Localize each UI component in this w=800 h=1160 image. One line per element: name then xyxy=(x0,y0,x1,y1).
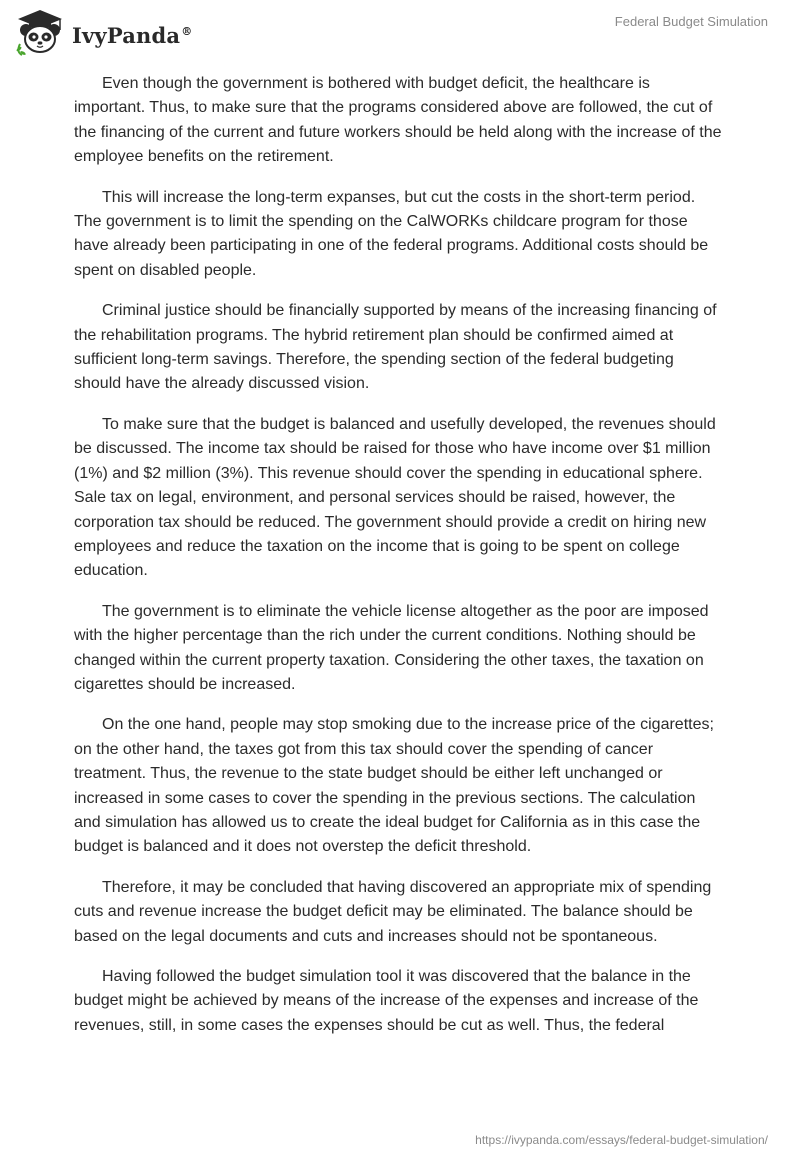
paragraph-3: Criminal justice should be financially supported by means of the increasing financing of the rehabilitation programs. The hybrid retirement plan should be confirmed aimed at sufficient long-term savings. Therefore, the spending section of the federal budgeting should have the already discussed vision. xyxy=(74,302,717,393)
paragraph-7: Therefore, it may be concluded that having discovered an appropriate mix of spending cuts and revenue increase the budget deficit may be eliminated. The balance should be based on the legal documents and cuts and increases should not be spontaneous. xyxy=(74,878,712,945)
page-header xyxy=(0,0,800,62)
paragraph-4: To make sure that the budget is balanced and usefully developed, the revenues should be discussed. The income tax should be raised for those who have income over $1 million (1%) and $2 million (3%). This revenue should cover the spending in educational sphere. Sale tax on legal, environment, and personal services should be raised, however, the corporation tax should be reduced. The government should provide a credit on hiring new employees and reduce the taxation on the income that is going to be spent on college education. xyxy=(74,415,716,580)
panda-graduate-icon xyxy=(14,8,66,58)
registered-mark: ® xyxy=(181,24,193,38)
paragraph-1: Even though the government is bothered with budget deficit, the healthcare is important. Thus, to make sure that the programs considered above are followed, the cut of the financing of the current and future workers should be held along with the increase of the employee benefits on the retirement. xyxy=(74,75,722,166)
paragraph-8: Having followed the budget simulation tool it was discovered that the balance in the budget might be achieved by means of the increase of the expenses and increase of the revenues, still, in some cases the expenses should be cut as well. Thus, the federal xyxy=(74,968,699,1034)
paragraph-6: On the one hand, people may stop smoking due to the increase price of the cigarettes; on the other hand, the taxes got from this tax should cover the spending of cancer treatment. Thus, the revenue to the state budget should be either left unchanged or increased in some cases to cover the spending in the previous sections. The calculation and simulation has allowed us to create the ideal budget for California as in this case the budget is balanced and it does not overstep the deficit threshold. xyxy=(74,716,714,856)
essay-body xyxy=(74,72,724,1054)
document-title: Federal Budget Simulation xyxy=(614,14,768,29)
ivypanda-logo[interactable] xyxy=(14,8,192,58)
paragraph-5: The government is to eliminate the vehicle license altogether as the poor are imposed with the higher percentage than the rich under the current conditions. Nothing should be changed within the current property taxation. Considering the other taxes, the taxation on cigarettes should be increased. xyxy=(74,602,709,693)
brand-name xyxy=(72,23,192,48)
paragraph-2: This will increase the long-term expanses, but cut the costs in the short-term period. The government is to limit the spending on the CalWORKs childcare program for those have already been participating in one of the federal programs. Additional costs should be spent on disabled people. xyxy=(74,188,709,279)
source-url-link[interactable]: https://ivypanda.com/essays/federal-budget-simulation/ xyxy=(475,1133,768,1147)
brand-name-text: IvyPanda xyxy=(72,22,181,48)
